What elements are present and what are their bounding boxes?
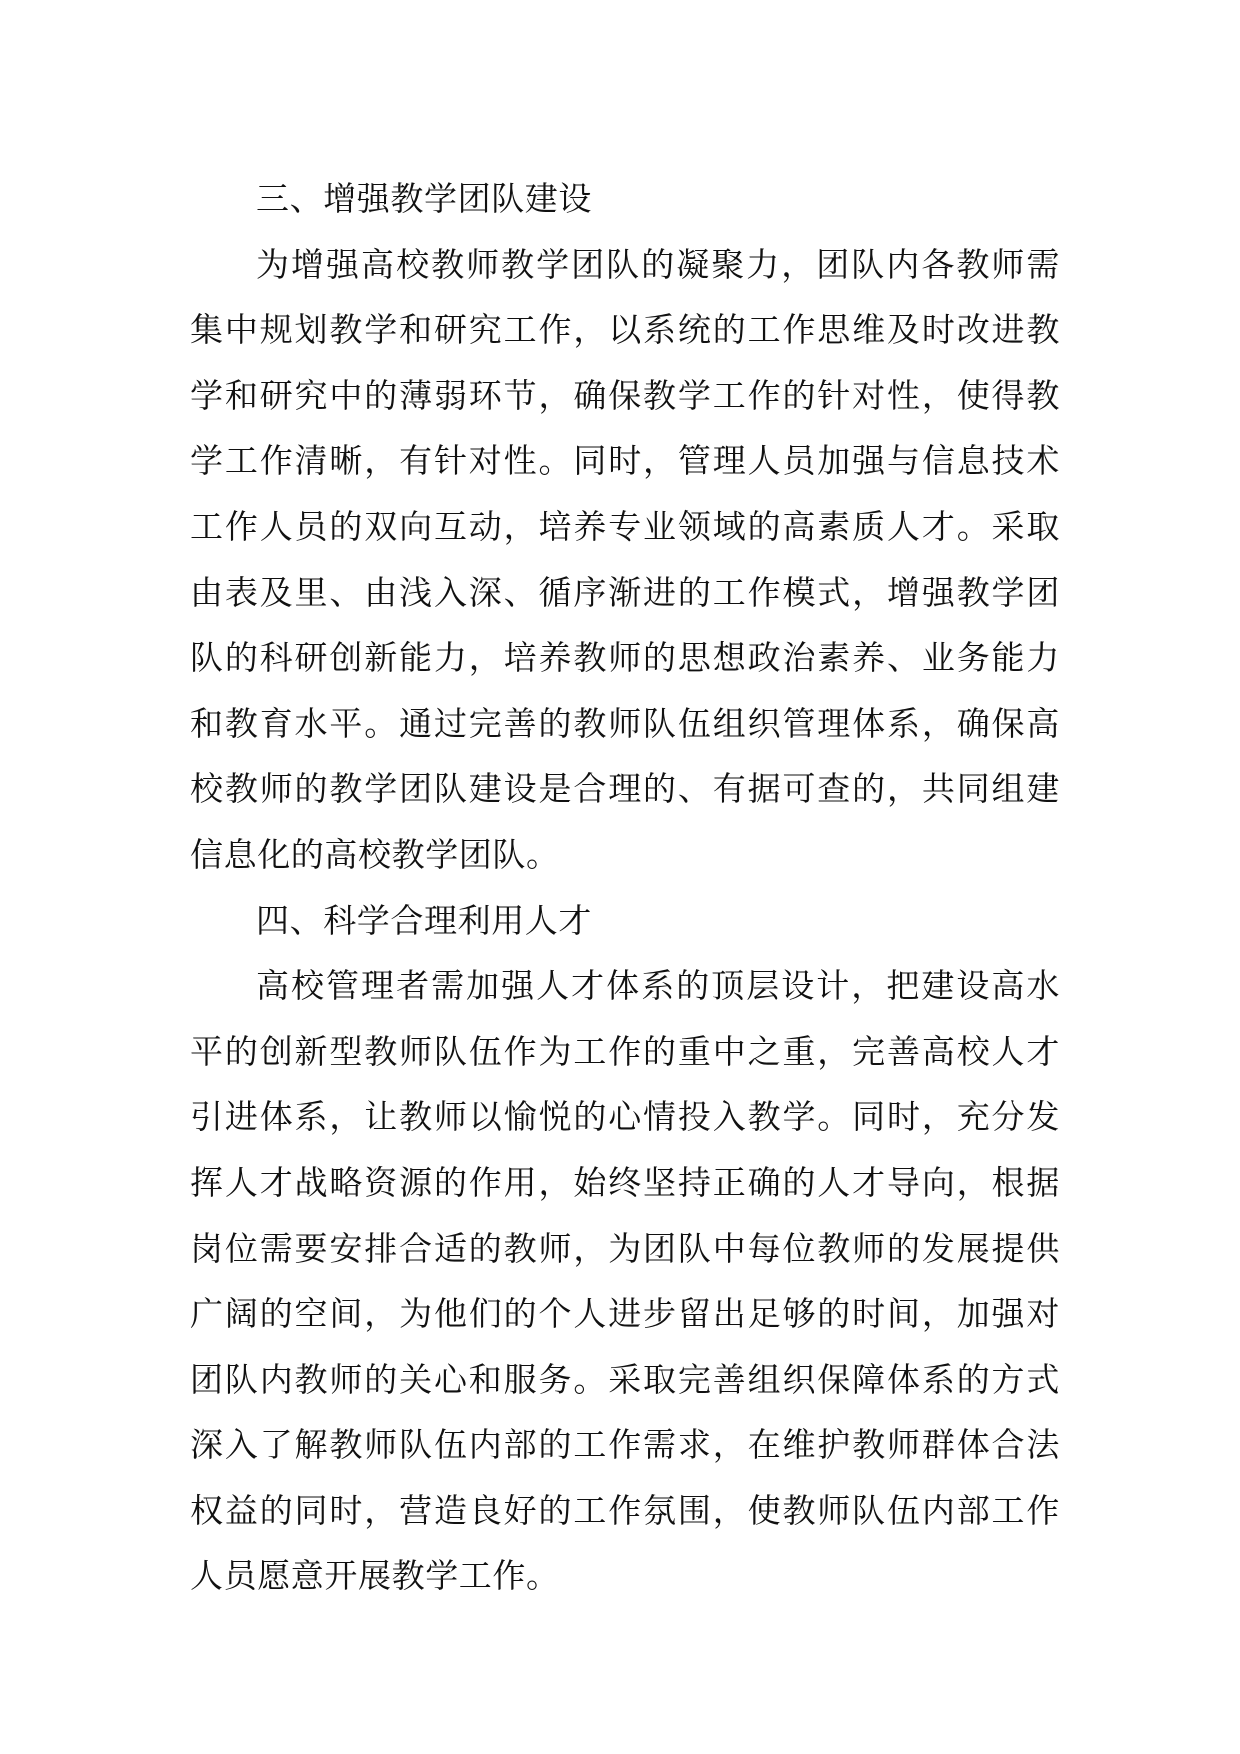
section-heading-3: 三、增强教学团队建设	[256, 179, 592, 218]
section-paragraph-3: 为增强高校教师教学团队的凝聚力，团队内各教师需集中规划教学和研究工作，以系统的工作思维及时改进教学和研究中的薄弱环节，确保教学工作的针对性，使得教学工作清晰，有针对性。同时，管理人员加强与信息技术工作人员的双向互动，培养专业领域的高素质人才。采取由表及里、由浅入深、循序渐进的工作模式，增强教学团队的科研创新能力，培养教师的思想政治素养、业务能力和教育水平。通过完善的教师队伍组织管理体系，确保高校教师的教学团队建设是合理的、有据可查的，共同组建信息化的高校教学团队。	[190, 244, 1060, 874]
document-body	[190, 166, 1060, 1609]
section-paragraph-4: 高校管理者需加强人才体系的顶层设计，把建设高水平的创新型教师队伍作为工作的重中之重，完善高校人才引进体系，让教师以愉悦的心情投入教学。同时，充分发挥人才战略资源的作用，始终坚持正确的人才导向，根据岗位需要安排合适的教师，为团队中每位教师的发展提供广阔的空间，为他们的个人进步留出足够的时间，加强对团队内教师的关心和服务。采取完善组织保障体系的方式深入了解教师队伍内部的工作需求，在维护教师群体合法权益的同时，营造良好的工作氛围，使教师队伍内部工作人员愿意开展教学工作。	[190, 966, 1060, 1596]
section-heading-4: 四、科学合理利用人才	[256, 900, 592, 940]
